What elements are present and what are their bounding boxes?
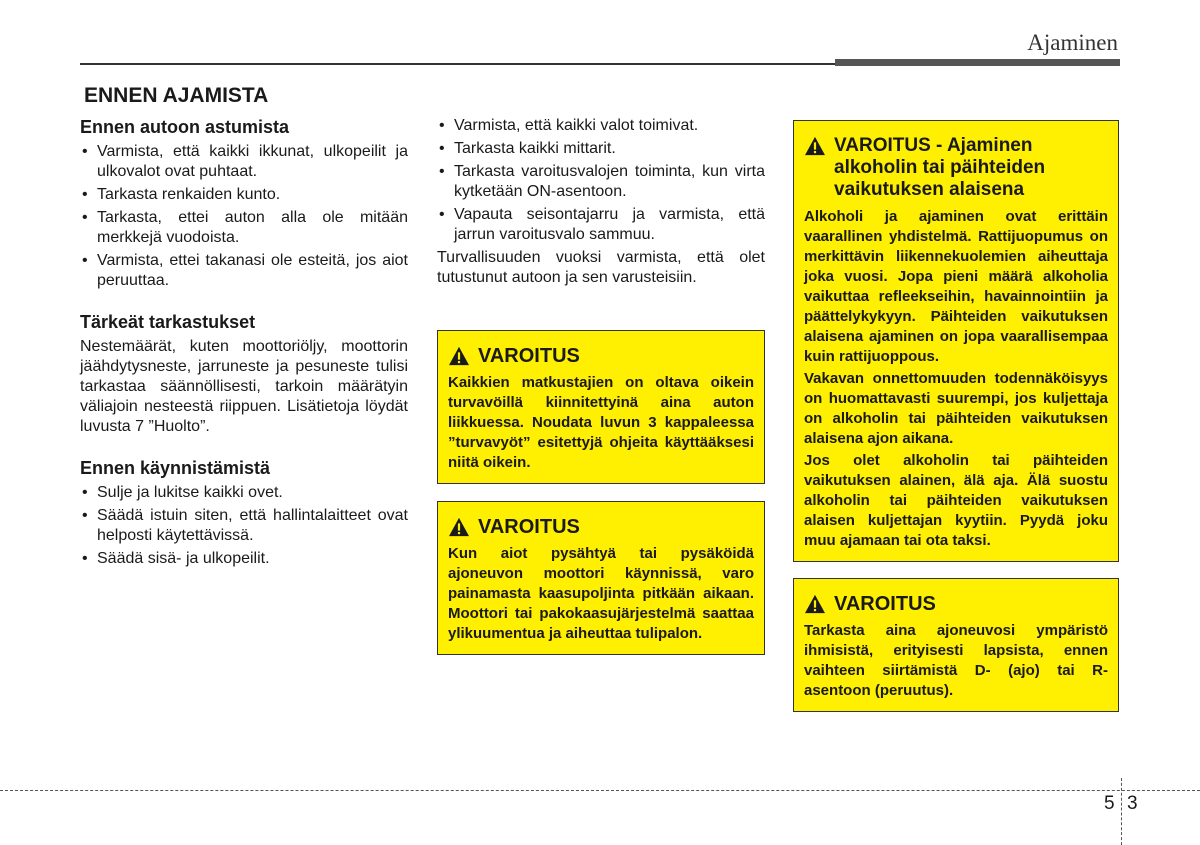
important-checks-text: Nestemäärät, kuten moottoriöljy, moottorin jäähdytysneste, jarruneste ja pesuneste tulisi tarkastaa säännöllisesti, tarkoin määrätyin väliajoin nesteestä riippuen. Lisätietoja löydät luvusta 7 ”Huolto”. [80,338,408,435]
before-entering-list [80,142,408,291]
list-item: • Vapauta seisontajarru ja varmista, että jarrun varoitusvalo sammuu. [437,205,765,245]
warning-title: VAROITUS [478,345,580,367]
before-starting-list [80,483,408,569]
page-number: 3 [1127,793,1138,814]
list-item: • Sulje ja lukitse kaikki ovet. [80,483,408,503]
warning-triangle-icon [448,346,470,366]
warning-header [804,593,1108,615]
warning-paragraph: Jos olet alkoholin tai päihteiden vaikutuksen alainen, älä aja. Älä suostu alkoholin tai päihteiden vaikutuksen alaisen kuljettajan kyytiin. Pyydä joku muu ajamaan tai ota taksi. [804,452,1108,549]
warning-box-seatbelts [437,330,765,484]
page-title: ENNEN AJAMISTA [84,84,269,107]
list-item: • Säädä sisä- ja ulkopeilit. [80,549,408,569]
list-item: • Säädä istuin siten, että hallintalaitteet ovat helposti käytettävissä. [80,506,408,546]
warning-title: VAROITUS [478,516,580,538]
list-item: • Varmista, ettei takanasi ole esteitä, jos aiot peruuttaa. [80,251,408,291]
warning-header [448,345,754,367]
heading-before-starting: Ennen käynnistämistä [80,458,271,478]
warning-box-surroundings [793,578,1119,712]
section-title: Ajaminen [1027,30,1118,55]
list-item: • Varmista, että kaikki valot toimivat. [437,116,765,136]
warning-text: Tarkasta aina ajoneuvosi ympäristö ihmisistä, erityisesti lapsista, ennen vaihteen siirtämistä D- (ajo) tai R-asentoon (peruutus). [804,622,1108,699]
warning-triangle-icon [804,136,826,156]
column-left [80,116,408,572]
warning-header [804,135,1108,201]
list-item: • Tarkasta, ettei auton alla ole mitään merkkejä vuodoista. [80,208,408,248]
header-bar [835,59,1120,66]
warning-text: Kun aiot pysähtyä tai pysäköidä ajoneuvon moottori käynnissä, varo painamasta kaasupoljinta pitkään aikaan. Moottori tai pakokaasujärjestelmä saattaa ylikuumentua ja aiheuttaa tulipalon. [448,545,754,642]
list-item: • Varmista, että kaikki ikkunat, ulkopeilit ja ulkovalot ovat puhtaat. [80,142,408,182]
warning-title: VAROITUS [834,135,931,156]
footer-dashed-line [0,790,1200,791]
warning-title-block [834,135,1108,201]
column-middle [437,116,765,655]
warning-box-alcohol [793,120,1119,562]
warning-header [448,516,754,538]
list-item: • Tarkasta kaikki mittarit. [437,139,765,159]
warning-paragraph: Alkoholi ja ajaminen ovat erittäin vaarallinen yhdistelmä. Rattijuopumus on merkittävin liikennekuolemien aiheuttaja joka vuosi. Jopa pieni määrä alkoholia vaikuttaa refleekseihin, havainnointiin ja päättelykykyyn. Päihteiden vaikutuksen alaisena ajaminen on jopa vaarallisempaa kuin rattijuoppous. [804,208,1108,365]
heading-important-checks: Tärkeät tarkastukset [80,312,256,332]
checks-list [437,116,765,245]
warning-text: Kaikkien matkustajien on oltava oikein turvavöillä kiinnitettyinä aina auton liikkuessa. Noudata luvun 3 kappaleessa ”turvavyöt” esitettyjä ohjeita käyttääksesi niitä oikein. [448,374,754,471]
warning-subtitle: - Ajaminen alkoholin tai päihteiden vaikutuksen alaisena [834,135,1046,200]
heading-before-entering: Ennen autoon astumista [80,117,290,137]
chapter-number: 5 [1104,793,1115,814]
warning-triangle-icon [448,517,470,537]
column-right [793,120,1119,712]
footer-divider [1121,778,1122,845]
warning-box-idling [437,501,765,655]
warning-paragraph: Vakavan onnettomuuden todennäköisyys on huomattavasti suurempi, jos kuljettaja on alkoholin tai päihteiden vaikutuksen alaisena ajon aikana. [804,370,1108,447]
safety-note: Turvallisuuden vuoksi varmista, että olet tutustunut autoon ja sen varusteisiin. [437,249,765,286]
warning-title: VAROITUS [834,593,936,615]
warning-triangle-icon [804,594,826,614]
list-item: • Tarkasta renkaiden kunto. [80,185,408,205]
list-item: • Tarkasta varoitusvalojen toiminta, kun virta kytketään ON-asentoon. [437,162,765,202]
